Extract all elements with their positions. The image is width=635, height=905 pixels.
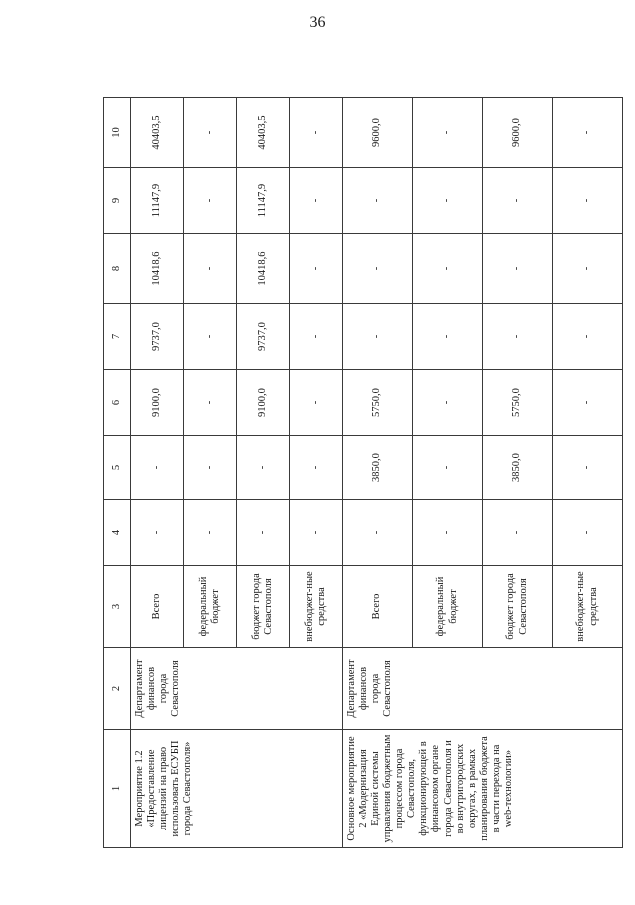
column-number: 1 xyxy=(104,730,131,848)
table-cell: - xyxy=(553,500,623,566)
table-cell: 10418,6 xyxy=(237,234,290,304)
column-number: 9 xyxy=(104,168,131,234)
table-cell: - xyxy=(483,500,553,566)
column-number: 4 xyxy=(104,500,131,566)
page-number: 36 xyxy=(309,14,326,31)
table-cell: - xyxy=(483,304,553,370)
table-cell: - xyxy=(343,168,413,234)
table-cell: 11147,9 xyxy=(237,168,290,234)
table-cell: - xyxy=(413,370,483,436)
table-cell: - xyxy=(290,234,343,304)
table-cell: - xyxy=(184,98,237,168)
table-cell: - xyxy=(237,436,290,500)
table-cell: - xyxy=(131,500,184,566)
table-cell: 9600,0 xyxy=(483,98,553,168)
column-number: 2 xyxy=(104,648,131,730)
table-cell: - xyxy=(290,168,343,234)
table-cell: - xyxy=(553,234,623,304)
table-cell: - xyxy=(413,500,483,566)
responsible-executor: Департамент финансов города Севастополя xyxy=(131,648,343,730)
table-cell: - xyxy=(413,304,483,370)
table-cell: - xyxy=(553,98,623,168)
table-cell: 3850,0 xyxy=(483,436,553,500)
table-cell: - xyxy=(413,436,483,500)
column-number: 3 xyxy=(104,566,131,648)
table-cell: - xyxy=(290,500,343,566)
table-row xyxy=(131,98,184,848)
table-cell: - xyxy=(553,304,623,370)
rotated-table-container xyxy=(103,98,599,848)
table-cell: - xyxy=(184,234,237,304)
table-cell: - xyxy=(237,500,290,566)
table-cell: 9100,0 xyxy=(131,370,184,436)
table-cell: 40403,5 xyxy=(237,98,290,168)
table-cell: - xyxy=(553,370,623,436)
table-cell: - xyxy=(413,98,483,168)
table-cell: - xyxy=(290,370,343,436)
column-number: 7 xyxy=(104,304,131,370)
table-cell: - xyxy=(343,500,413,566)
measure-description: Основное мероприятие 2 «Модернизация Единой системы управления бюджетным процессом города Севастополя, функционирующей в финансовом органе города Севастополя и во внутригородских округах, в рамках планирования бюджета в части перехода на web-технологии» xyxy=(343,730,623,848)
table-cell: - xyxy=(343,304,413,370)
table-cell: - xyxy=(553,436,623,500)
funding-source: федеральный бюджет xyxy=(413,566,483,648)
column-number-row xyxy=(104,98,131,848)
table-row xyxy=(343,98,413,848)
funding-source: бюджет города Севастополя xyxy=(237,566,290,648)
table-cell: - xyxy=(290,98,343,168)
table-cell: - xyxy=(343,234,413,304)
table-cell: - xyxy=(553,168,623,234)
column-number: 5 xyxy=(104,436,131,500)
responsible-executor: Департамент финансов города Севастополя xyxy=(343,648,623,730)
table-cell: - xyxy=(184,436,237,500)
table-cell: 10418,6 xyxy=(131,234,184,304)
table-cell: 3850,0 xyxy=(343,436,413,500)
table-cell: - xyxy=(483,234,553,304)
funding-source: бюджет города Севастополя xyxy=(483,566,553,648)
column-number: 10 xyxy=(104,98,131,168)
table-cell: 9600,0 xyxy=(343,98,413,168)
table-cell: 11147,9 xyxy=(131,168,184,234)
funding-source: Всего xyxy=(131,566,184,648)
funding-source: внебюджет-ные средства xyxy=(553,566,623,648)
table-cell: - xyxy=(413,234,483,304)
table-cell: 5750,0 xyxy=(483,370,553,436)
column-number: 8 xyxy=(104,234,131,304)
table-cell: 9100,0 xyxy=(237,370,290,436)
table-cell: - xyxy=(184,370,237,436)
table-cell: - xyxy=(184,304,237,370)
funding-source: внебюджет-ные средства xyxy=(290,566,343,648)
table-cell: 5750,0 xyxy=(343,370,413,436)
table-cell: 9737,0 xyxy=(237,304,290,370)
table-cell: - xyxy=(131,436,184,500)
table-cell: - xyxy=(290,436,343,500)
table-cell: 40403,5 xyxy=(131,98,184,168)
table-cell: - xyxy=(184,500,237,566)
budget-table xyxy=(103,97,623,848)
table-cell: - xyxy=(413,168,483,234)
table-cell: - xyxy=(483,168,553,234)
funding-source: федеральный бюджет xyxy=(184,566,237,648)
table-cell: - xyxy=(184,168,237,234)
measure-description: Мероприятие 1.2 «Предоставление лицензий на право использовать ЕСУБП города Севастополя» xyxy=(131,730,343,848)
table-cell: 9737,0 xyxy=(131,304,184,370)
funding-source: Всего xyxy=(343,566,413,648)
column-number: 6 xyxy=(104,370,131,436)
table-cell: - xyxy=(290,304,343,370)
